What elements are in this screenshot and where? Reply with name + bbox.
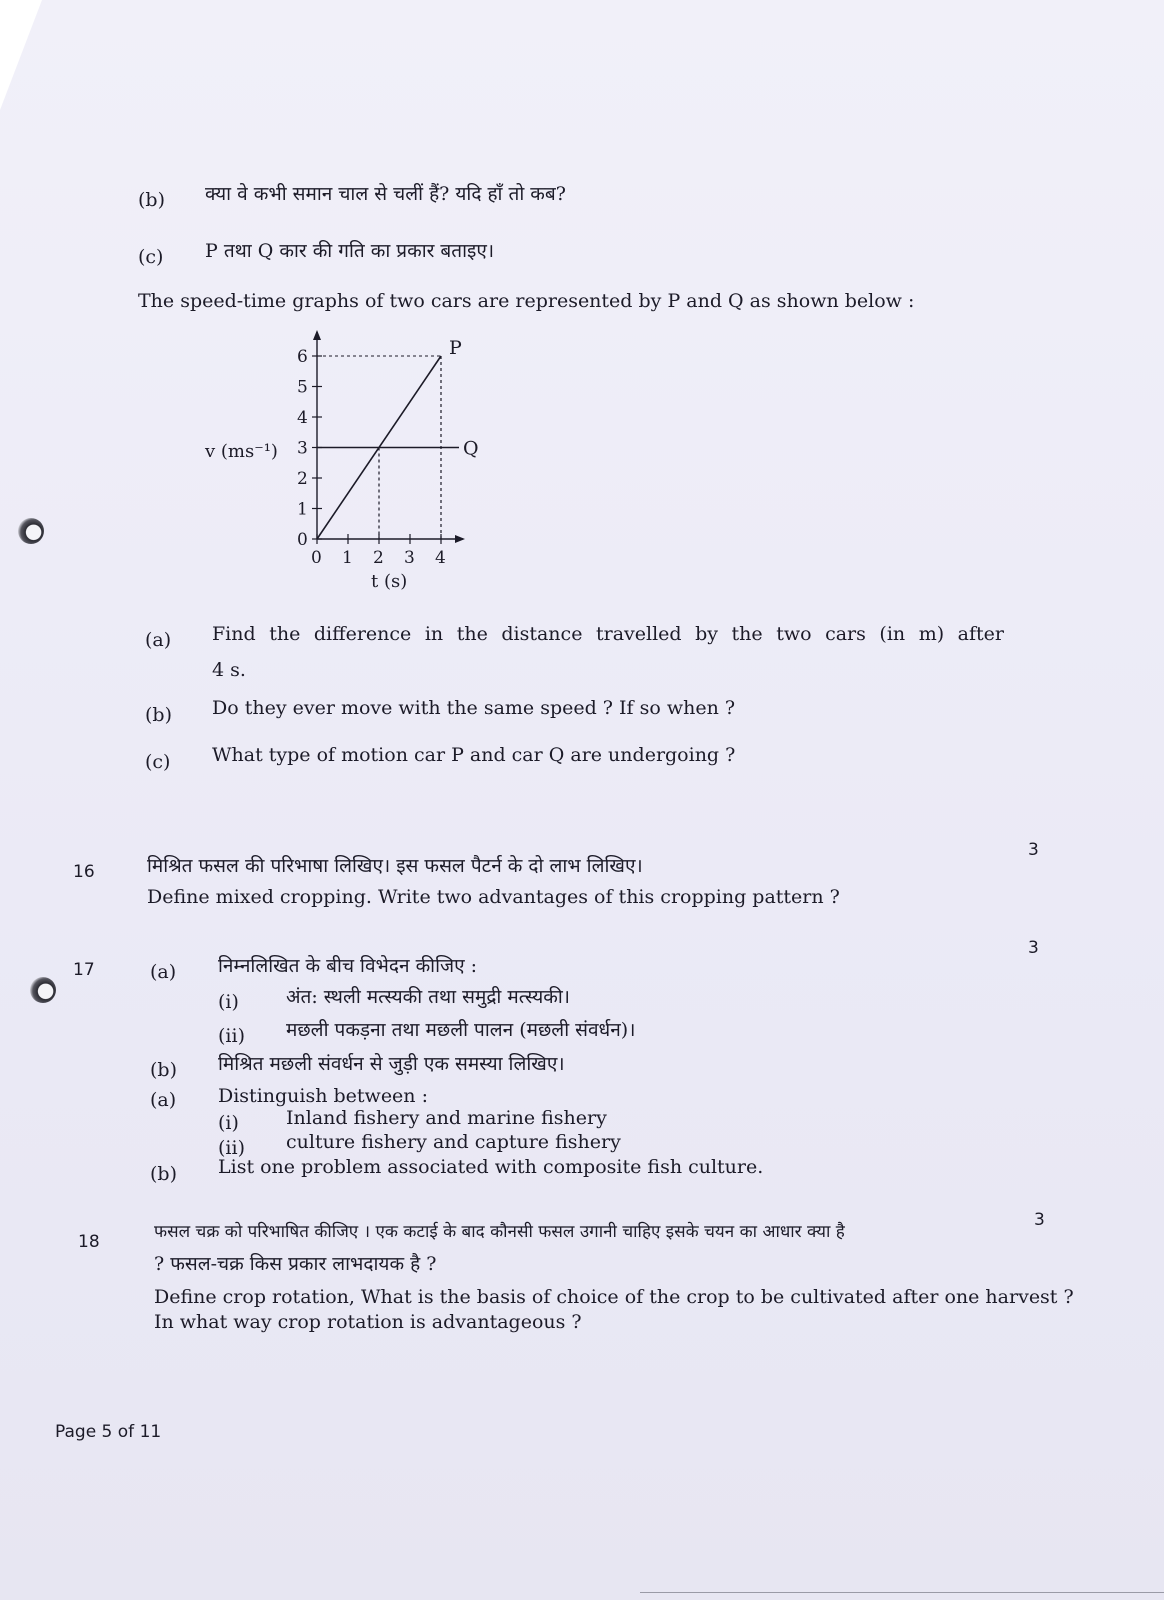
folded-corner <box>0 0 42 110</box>
q17-hi-b-label: (b) <box>150 1059 177 1081</box>
q15-hi-c-label: (c) <box>138 246 164 268</box>
q17-number: 17 <box>73 960 95 980</box>
y-tick-label: 5 <box>297 377 308 398</box>
q17-hi-ii-label: (ii) <box>218 1025 245 1047</box>
y-tick-label: 3 <box>297 438 308 459</box>
q17-hi-i-label: (i) <box>218 991 239 1013</box>
q17-marks: 3 <box>1028 938 1039 958</box>
q17-hi-b-text: मिश्रित मछली संवर्धन से जुड़ी एक समस्या लिखिए। <box>218 1053 565 1075</box>
q16-english: Define mixed cropping. Write two advantages of this cropping pattern ? <box>147 886 840 908</box>
q18-english-line2: In what way crop rotation is advantageous ? <box>154 1311 582 1333</box>
y-tick-label: 2 <box>297 469 308 489</box>
q15-hi-b-text: क्या वे कभी समान चाल से चलीं हैं? यदि हाँ तो कब? <box>205 183 566 205</box>
graph-ylabel: v (ms⁻¹) <box>205 441 278 462</box>
q15-en-a-line1: Find the difference in the distance travelled by the two cars (in m) after <box>212 623 1004 645</box>
y-tick-label: 6 <box>297 347 308 367</box>
punch-hole-upper <box>18 518 44 544</box>
q18-hindi-line2: ? फसल-चक्र किस प्रकार लाभदायक है ? <box>154 1253 437 1275</box>
graph-label-q: Q <box>463 437 479 460</box>
q15-en-a-label: (a) <box>145 629 172 651</box>
q15-en-b-label: (b) <box>145 704 172 726</box>
x-axis-arrow <box>455 535 465 543</box>
y-tick-label: 1 <box>297 499 308 520</box>
graph-series <box>317 356 459 539</box>
q17-en-a-label: (a) <box>150 1089 177 1111</box>
q17-hi-a-label: (a) <box>150 961 177 983</box>
q15-en-c-label: (c) <box>145 751 171 773</box>
q18-hindi-line1: फसल चक्र को परिभाषित कीजिए । एक कटाई के बाद कौनसी फसल उगानी चाहिए इसके चयन का आधार क्या है <box>154 1222 845 1242</box>
q16-number: 16 <box>73 862 95 882</box>
q18-number: 18 <box>78 1232 100 1252</box>
q15-en-intro: The speed-time graphs of two cars are represented by P and Q as shown below : <box>138 290 915 312</box>
q17-hi-ii-text: मछली पकड़ना तथा मछली पालन (मछली संवर्धन)। <box>286 1019 636 1041</box>
q17-en-i-label: (i) <box>218 1112 239 1134</box>
x-tick-label: 0 <box>311 548 322 568</box>
q15-en-b-text: Do they ever move with the same speed ? If so when ? <box>212 697 736 719</box>
q17-en-ii-text: culture fishery and capture fishery <box>286 1131 621 1153</box>
q17-en-b-label: (b) <box>150 1163 177 1185</box>
speed-time-graph <box>195 325 515 605</box>
q15-hi-c-text: P तथा Q कार की गति का प्रकार बताइए। <box>205 240 495 262</box>
page-number: Page 5 of 11 <box>55 1422 162 1442</box>
graph-xlabel: t (s) <box>371 571 408 592</box>
y-tick-label: 0 <box>297 530 308 550</box>
q15-hi-b-label: (b) <box>138 189 165 211</box>
q15-en-c-text: What type of motion car P and car Q are undergoing ? <box>212 744 736 766</box>
graph-label-p: P <box>449 337 462 359</box>
y-tick-label: 4 <box>297 408 308 428</box>
q18-marks: 3 <box>1034 1210 1045 1230</box>
q16-marks: 3 <box>1028 840 1039 860</box>
q15-en-a-line2: 4 s. <box>212 659 246 681</box>
q16-hindi: मिश्रित फसल की परिभाषा लिखिए। इस फसल पैटर्न के दो लाभ लिखिए। <box>147 855 643 877</box>
x-tick-label: 1 <box>342 548 353 568</box>
x-tick-label: 4 <box>435 548 446 568</box>
page-edge-line <box>640 1592 1164 1593</box>
q17-en-a-text: Distinguish between : <box>218 1085 428 1107</box>
y-axis-arrow <box>313 330 321 340</box>
q17-en-ii-label: (ii) <box>218 1137 245 1159</box>
q17-hi-i-text: अंत: स्थली मत्स्यकी तथा समुद्री मत्स्यकी। <box>286 986 570 1008</box>
q18-english-line1: Define crop rotation, What is the basis of choice of the crop to be cultivated after one harvest ? <box>154 1286 1074 1308</box>
q17-hi-a-text: निम्नलिखित के बीच विभेदन कीजिए : <box>218 955 478 977</box>
x-tick-label: 2 <box>373 548 384 568</box>
x-tick-label: 3 <box>404 548 415 568</box>
punch-hole-lower <box>30 977 56 1003</box>
q17-en-i-text: Inland fishery and marine fishery <box>286 1107 607 1129</box>
q17-en-b-text: List one problem associated with composite fish culture. <box>218 1156 764 1178</box>
